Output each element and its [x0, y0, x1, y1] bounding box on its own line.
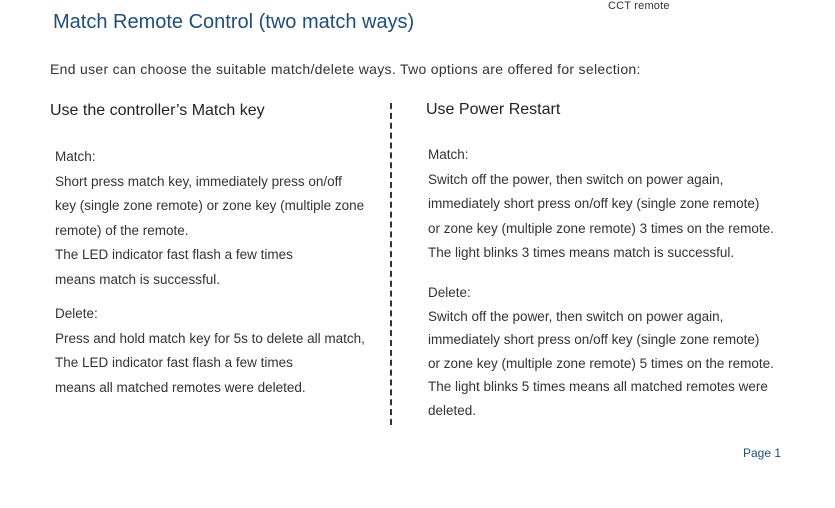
left-match-line: means match is successful.	[55, 271, 221, 287]
left-delete-section	[55, 302, 365, 400]
right-match-section	[428, 143, 774, 266]
left-column-heading: Use the controller’s Match key	[50, 102, 265, 119]
right-delete-section	[428, 281, 774, 422]
header-label: CCT remote	[608, 0, 670, 12]
left-match-line: key (single zone remote) or zone key (multiple zone	[55, 198, 365, 213]
left-match-label: Match:	[55, 149, 96, 164]
column-divider	[390, 103, 392, 425]
right-match-line: immediately short press on/off key (single zone remote)	[428, 196, 760, 211]
left-delete-line: means all matched remotes were deleted.	[55, 379, 306, 395]
page-title: Match Remote Control (two match ways)	[53, 11, 415, 33]
right-delete-line: deleted.	[428, 402, 477, 418]
left-delete-label: Delete:	[55, 306, 98, 321]
left-match-line: Short press match key, immediately press on/off	[55, 173, 342, 189]
right-match-line: The light blinks 3 times means match is successful.	[428, 245, 735, 260]
right-delete-label: Delete:	[428, 285, 471, 300]
left-match-section	[55, 145, 364, 292]
left-match-line: The LED indicator fast flash a few times	[55, 247, 293, 262]
page-number: Page 1	[743, 446, 782, 460]
right-match-label: Match:	[428, 147, 469, 162]
right-match-line: or zone key (multiple zone remote) 3 times on the remote.	[428, 220, 774, 236]
right-delete-line: Switch off the power, then switch on power again,	[428, 308, 724, 324]
right-delete-line: immediately short press on/off key (single zone remote)	[428, 332, 760, 347]
right-column-heading: Use Power Restart	[426, 101, 561, 118]
left-match-line: remote) of the remote.	[55, 222, 189, 238]
right-delete-line: The light blinks 5 times means all matched remotes were	[428, 379, 768, 394]
left-delete-line: The LED indicator fast flash a few times	[55, 355, 293, 370]
intro-text: End user can choose the suitable match/delete ways. Two options are offered for selection:	[50, 61, 641, 77]
left-delete-line: Press and hold match key for 5s to delete all match,	[55, 330, 365, 346]
right-match-line: Switch off the power, then switch on power again,	[428, 171, 724, 187]
right-delete-line: or zone key (multiple zone remote) 5 times on the remote.	[428, 355, 774, 371]
